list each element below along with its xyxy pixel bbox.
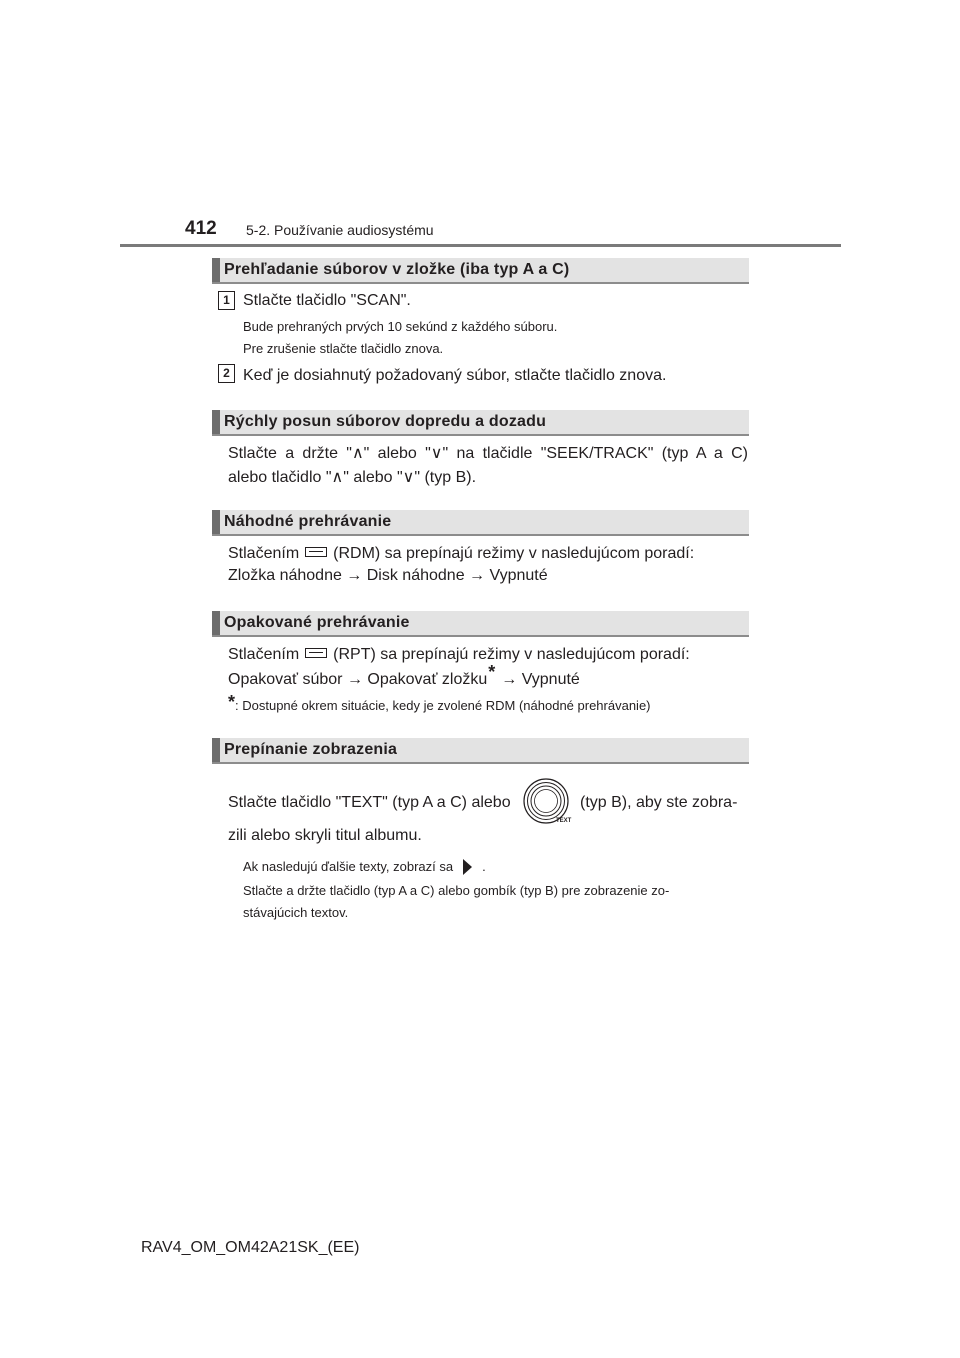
display-note-1-post: . xyxy=(482,859,486,874)
repeat-line-2-b: → Vypnuté xyxy=(501,671,580,688)
footnote-marker: * xyxy=(228,692,236,712)
section-header-scan xyxy=(212,258,749,284)
button-icon xyxy=(305,648,327,658)
random-line-2: Zložka náhodne → Disk náhodne → Vypnuté xyxy=(228,567,548,584)
section-marker xyxy=(212,738,220,762)
display-line-2: zili alebo skryli titul albumu. xyxy=(228,827,422,844)
section-title: Prehľadanie súborov v zložke (iba typ A a C) xyxy=(224,261,570,278)
section-title: Rýchly posun súborov dopredu a dozadu xyxy=(224,413,547,430)
section-header-repeat xyxy=(212,611,749,637)
footnote-marker: * xyxy=(488,662,496,682)
section-marker xyxy=(212,258,220,282)
random-line-1 xyxy=(228,545,694,563)
section-header-display xyxy=(212,738,749,764)
display-line-1-pre: Stlačte tlačidlo "TEXT" (typ A a C) alebo xyxy=(228,794,511,811)
repeat-line-1-post: (RPT) sa prepínajú režimy v nasledujúcom poradí: xyxy=(333,646,690,663)
page-number: 412 xyxy=(185,218,217,239)
section-header-fast xyxy=(212,410,749,436)
step-1-text: Stlačte tlačidlo "SCAN". xyxy=(243,292,411,309)
display-note-1 xyxy=(243,859,486,876)
section-marker xyxy=(212,510,220,534)
display-note-3: stávajúcich textov. xyxy=(243,905,349,920)
display-note-2: Stlačte a držte tlačidlo (typ A a C) alebo gombík (typ B) pre zobrazenie zo- xyxy=(243,883,670,898)
random-line-1-pre: Stlačením xyxy=(228,545,300,562)
display-line-1-post: (typ B), aby ste zobra- xyxy=(580,794,738,811)
section-title: Náhodné prehrávanie xyxy=(224,513,392,530)
header-divider xyxy=(120,244,841,247)
step-1-note-1: Bude prehraných prvých 10 sekúnd z každého súboru. xyxy=(243,319,558,334)
repeat-line-2-a: Opakovať súbor → Opakovať zložku xyxy=(228,671,488,688)
fast-line-1: Stlačte a držte "∧" alebo "∨" na tlačidle "SEEK/TRACK" (typ A a C) xyxy=(228,445,748,462)
repeat-line-2 xyxy=(228,662,580,689)
button-icon xyxy=(305,547,327,557)
play-arrow-icon xyxy=(463,859,472,875)
step-number-1: 1 xyxy=(218,291,235,310)
step-1-note-2: Pre zrušenie stlačte tlačidlo znova. xyxy=(243,341,444,356)
repeat-footnote xyxy=(228,694,651,715)
document-code: RAV4_OM_OM42A21SK_(EE) xyxy=(141,1239,360,1256)
fast-line-2: alebo tlačidlo "∧" alebo "∨" (typ B). xyxy=(228,469,477,486)
chapter-title: 5-2. Používanie audiosystému xyxy=(246,222,434,238)
section-marker xyxy=(212,410,220,434)
repeat-line-1 xyxy=(228,646,690,664)
section-title: Opakované prehrávanie xyxy=(224,614,410,631)
step-number-2: 2 xyxy=(218,364,235,383)
section-marker xyxy=(212,611,220,635)
step-2-text: Keď je dosiahnutý požadovaný súbor, stlačte tlačidlo znova. xyxy=(243,367,667,384)
section-header-random xyxy=(212,510,749,536)
section-title: Prepínanie zobrazenia xyxy=(224,741,398,758)
random-line-1-post: (RDM) sa prepínajú režimy v nasledujúcom poradí: xyxy=(333,545,695,562)
knob-label: TEXT xyxy=(556,818,572,824)
display-note-1-pre: Ak nasledujú ďalšie texty, zobrazí sa xyxy=(243,859,454,874)
repeat-line-1-pre: Stlačením xyxy=(228,646,300,663)
footnote-text: : Dostupné okrem situácie, kedy je zvolené RDM (náhodné prehrávanie) xyxy=(235,698,651,713)
